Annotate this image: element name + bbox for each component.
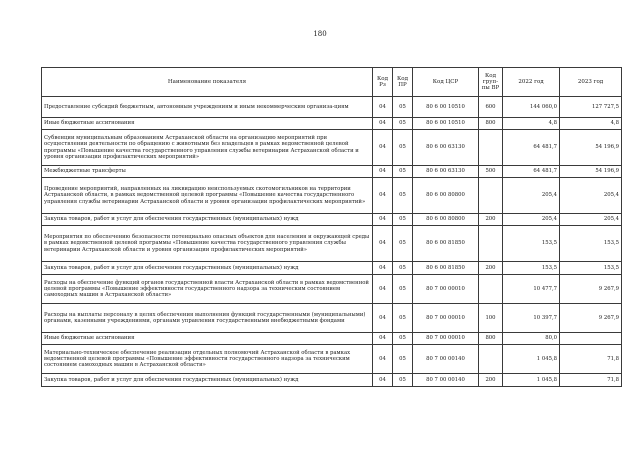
row-name: Материально-техническое обеспечение реализации отдельных полномочий Астраханской области в рамках ведомственной целевой программы «Повышение эффективности государственного надзора за техническим состоянием самоходных машин в Астраханской области»: [42, 345, 373, 374]
row-2023: 205,4: [560, 178, 622, 214]
row-2022: 64 481,7: [503, 130, 560, 166]
row-pr: 05: [393, 262, 413, 275]
row-2023: 54 196,9: [560, 130, 622, 166]
row-pr: 05: [393, 333, 413, 345]
row-2023: 127 727,5: [560, 97, 622, 118]
row-vr: [479, 226, 503, 262]
row-name: Субвенции муниципальным образованиям Астраханской области на организацию мероприятий при осуществлении деятельности по обращению с животными без владельцев в рамках ведомственной целевой программы «Повышение качества государственного управления службы ветеринарии Астраханской области и уровня организации профилактических мероприятий»: [42, 130, 373, 166]
page-number: 180: [313, 30, 327, 38]
row-vr: 200: [479, 214, 503, 226]
row-2023: 205,4: [560, 214, 622, 226]
row-name: Закупка товаров, работ и услуг для обеспечения государственных (муниципальных) нужд: [42, 214, 373, 226]
row-2023: 153,5: [560, 262, 622, 275]
row-vr: [479, 345, 503, 374]
row-rz: 04: [373, 345, 393, 374]
row-pr: 05: [393, 304, 413, 333]
row-2023: 4,8: [560, 118, 622, 130]
row-rz: 04: [373, 304, 393, 333]
row-rz: 04: [373, 118, 393, 130]
row-2022: 10 477,7: [503, 275, 560, 304]
row-rz: 04: [373, 333, 393, 345]
row-name: Проведение мероприятий, направленных на ликвидацию неиспользуемых скотомогильников на территории Астраханской области, в рамках ведомственной целевой программы «Повышение качества государственного управления службы ветеринарии Астраханской области и уровня организации профилактических мероприятий»: [42, 178, 373, 214]
row-rz: 04: [373, 166, 393, 178]
row-2022: 1 045,8: [503, 374, 560, 387]
row-rz: 04: [373, 97, 393, 118]
row-rz: 04: [373, 275, 393, 304]
row-pr: 05: [393, 275, 413, 304]
row-csr: 80 6 00 10510: [413, 118, 479, 130]
row-2022: 205,4: [503, 178, 560, 214]
row-name: Закупка товаров, работ и услуг для обеспечения государственных (муниципальных) нужд: [42, 374, 373, 387]
row-pr: 05: [393, 118, 413, 130]
row-2023: 71,8: [560, 345, 622, 374]
row-2023: 54 196,9: [560, 166, 622, 178]
row-pr: 05: [393, 97, 413, 118]
table-row: [42, 262, 622, 275]
table-row: [42, 345, 622, 374]
row-vr: 500: [479, 166, 503, 178]
row-2022: 153,5: [503, 226, 560, 262]
row-rz: 04: [373, 226, 393, 262]
row-2023: 71,8: [560, 374, 622, 387]
header-2022: 2022 год: [503, 68, 560, 97]
row-2022: 144 060,0: [503, 97, 560, 118]
row-csr: 80 6 00 80800: [413, 214, 479, 226]
header-2023: 2023 год: [560, 68, 622, 97]
row-pr: 05: [393, 178, 413, 214]
row-2023: 9 267,9: [560, 275, 622, 304]
row-2023: 153,5: [560, 226, 622, 262]
row-2022: 1 045,8: [503, 345, 560, 374]
row-pr: 05: [393, 226, 413, 262]
table-row: [42, 333, 622, 345]
row-csr: 80 6 00 81850: [413, 226, 479, 262]
row-2023: 9 267,9: [560, 304, 622, 333]
row-csr: 80 6 00 80800: [413, 178, 479, 214]
row-name: Мероприятия по обеспечению безопасности потенциально опасных объектов для населения и окружающей среды в рамках ведомственной целевой программы «Повышение качества государственного управления службы ветеринарии Астраханской области и уровня организации профилактических мероприятий»: [42, 226, 373, 262]
row-vr: 600: [479, 97, 503, 118]
row-pr: 05: [393, 130, 413, 166]
row-csr: 80 7 00 00010: [413, 304, 479, 333]
row-vr: [479, 130, 503, 166]
row-name: Расходы на обеспечение функций органов государственной власти Астраханской области в рамках ведомственной целевой программы «Повышение эффективности государственного надзора за техническим состоянием самоходных машин в Астраханской области»: [42, 275, 373, 304]
table-row: [42, 304, 622, 333]
row-vr: 800: [479, 118, 503, 130]
row-csr: 80 6 00 81850: [413, 262, 479, 275]
row-2022: 205,4: [503, 214, 560, 226]
row-vr: 200: [479, 262, 503, 275]
row-rz: 04: [373, 374, 393, 387]
row-2022: 64 481,7: [503, 166, 560, 178]
table-row: [42, 166, 622, 178]
row-vr: 800: [479, 333, 503, 345]
row-pr: 05: [393, 345, 413, 374]
row-rz: 04: [373, 214, 393, 226]
row-pr: 05: [393, 374, 413, 387]
table-row: [42, 178, 622, 214]
row-name: Предоставление субсидий бюджетным, автономным учреждениям и иным некоммерческим организа-циям: [42, 97, 373, 118]
row-csr: 80 7 00 00140: [413, 345, 479, 374]
row-2022: 153,5: [503, 262, 560, 275]
table-row: [42, 214, 622, 226]
row-vr: [479, 275, 503, 304]
row-pr: 05: [393, 166, 413, 178]
header-name: Наименование показателя: [42, 68, 373, 97]
table-row: [42, 374, 622, 387]
row-vr: 200: [479, 374, 503, 387]
row-csr: 80 6 00 63130: [413, 130, 479, 166]
row-2022: 10 397,7: [503, 304, 560, 333]
table-row: [42, 275, 622, 304]
budget-table: [41, 67, 622, 387]
row-name: Расходы на выплаты персоналу в целях обеспечения выполнения функций государственными (муниципальными) органами, казенными учреждениями, органами управления государственными внебюджетными фондами: [42, 304, 373, 333]
row-csr: 80 6 00 10510: [413, 97, 479, 118]
row-pr: 05: [393, 214, 413, 226]
table-row: [42, 118, 622, 130]
table-row: [42, 130, 622, 166]
row-rz: 04: [373, 262, 393, 275]
row-vr: [479, 178, 503, 214]
header-vr: Код груп-пы ВР: [479, 68, 503, 97]
row-2022: 4,8: [503, 118, 560, 130]
row-rz: 04: [373, 130, 393, 166]
row-name: Закупка товаров, работ и услуг для обеспечения государственных (муниципальных) нужд: [42, 262, 373, 275]
row-vr: 100: [479, 304, 503, 333]
row-rz: 04: [373, 178, 393, 214]
header-rz: Код Рз: [373, 68, 393, 97]
row-name: Иные бюджетные ассигнования: [42, 118, 373, 130]
row-2023: [560, 333, 622, 345]
row-2022: 80,0: [503, 333, 560, 345]
table-row: [42, 97, 622, 118]
row-csr: 80 7 00 00140: [413, 374, 479, 387]
row-name: Иные бюджетные ассигнования: [42, 333, 373, 345]
row-csr: 80 6 00 63130: [413, 166, 479, 178]
row-csr: 80 7 00 00010: [413, 333, 479, 345]
row-name: Межбюджетные трансферты: [42, 166, 373, 178]
header-pr: Код ПР: [393, 68, 413, 97]
table-header-row: [42, 68, 622, 97]
header-csr: Код ЦСР: [413, 68, 479, 97]
table-row: [42, 226, 622, 262]
row-csr: 80 7 00 00010: [413, 275, 479, 304]
